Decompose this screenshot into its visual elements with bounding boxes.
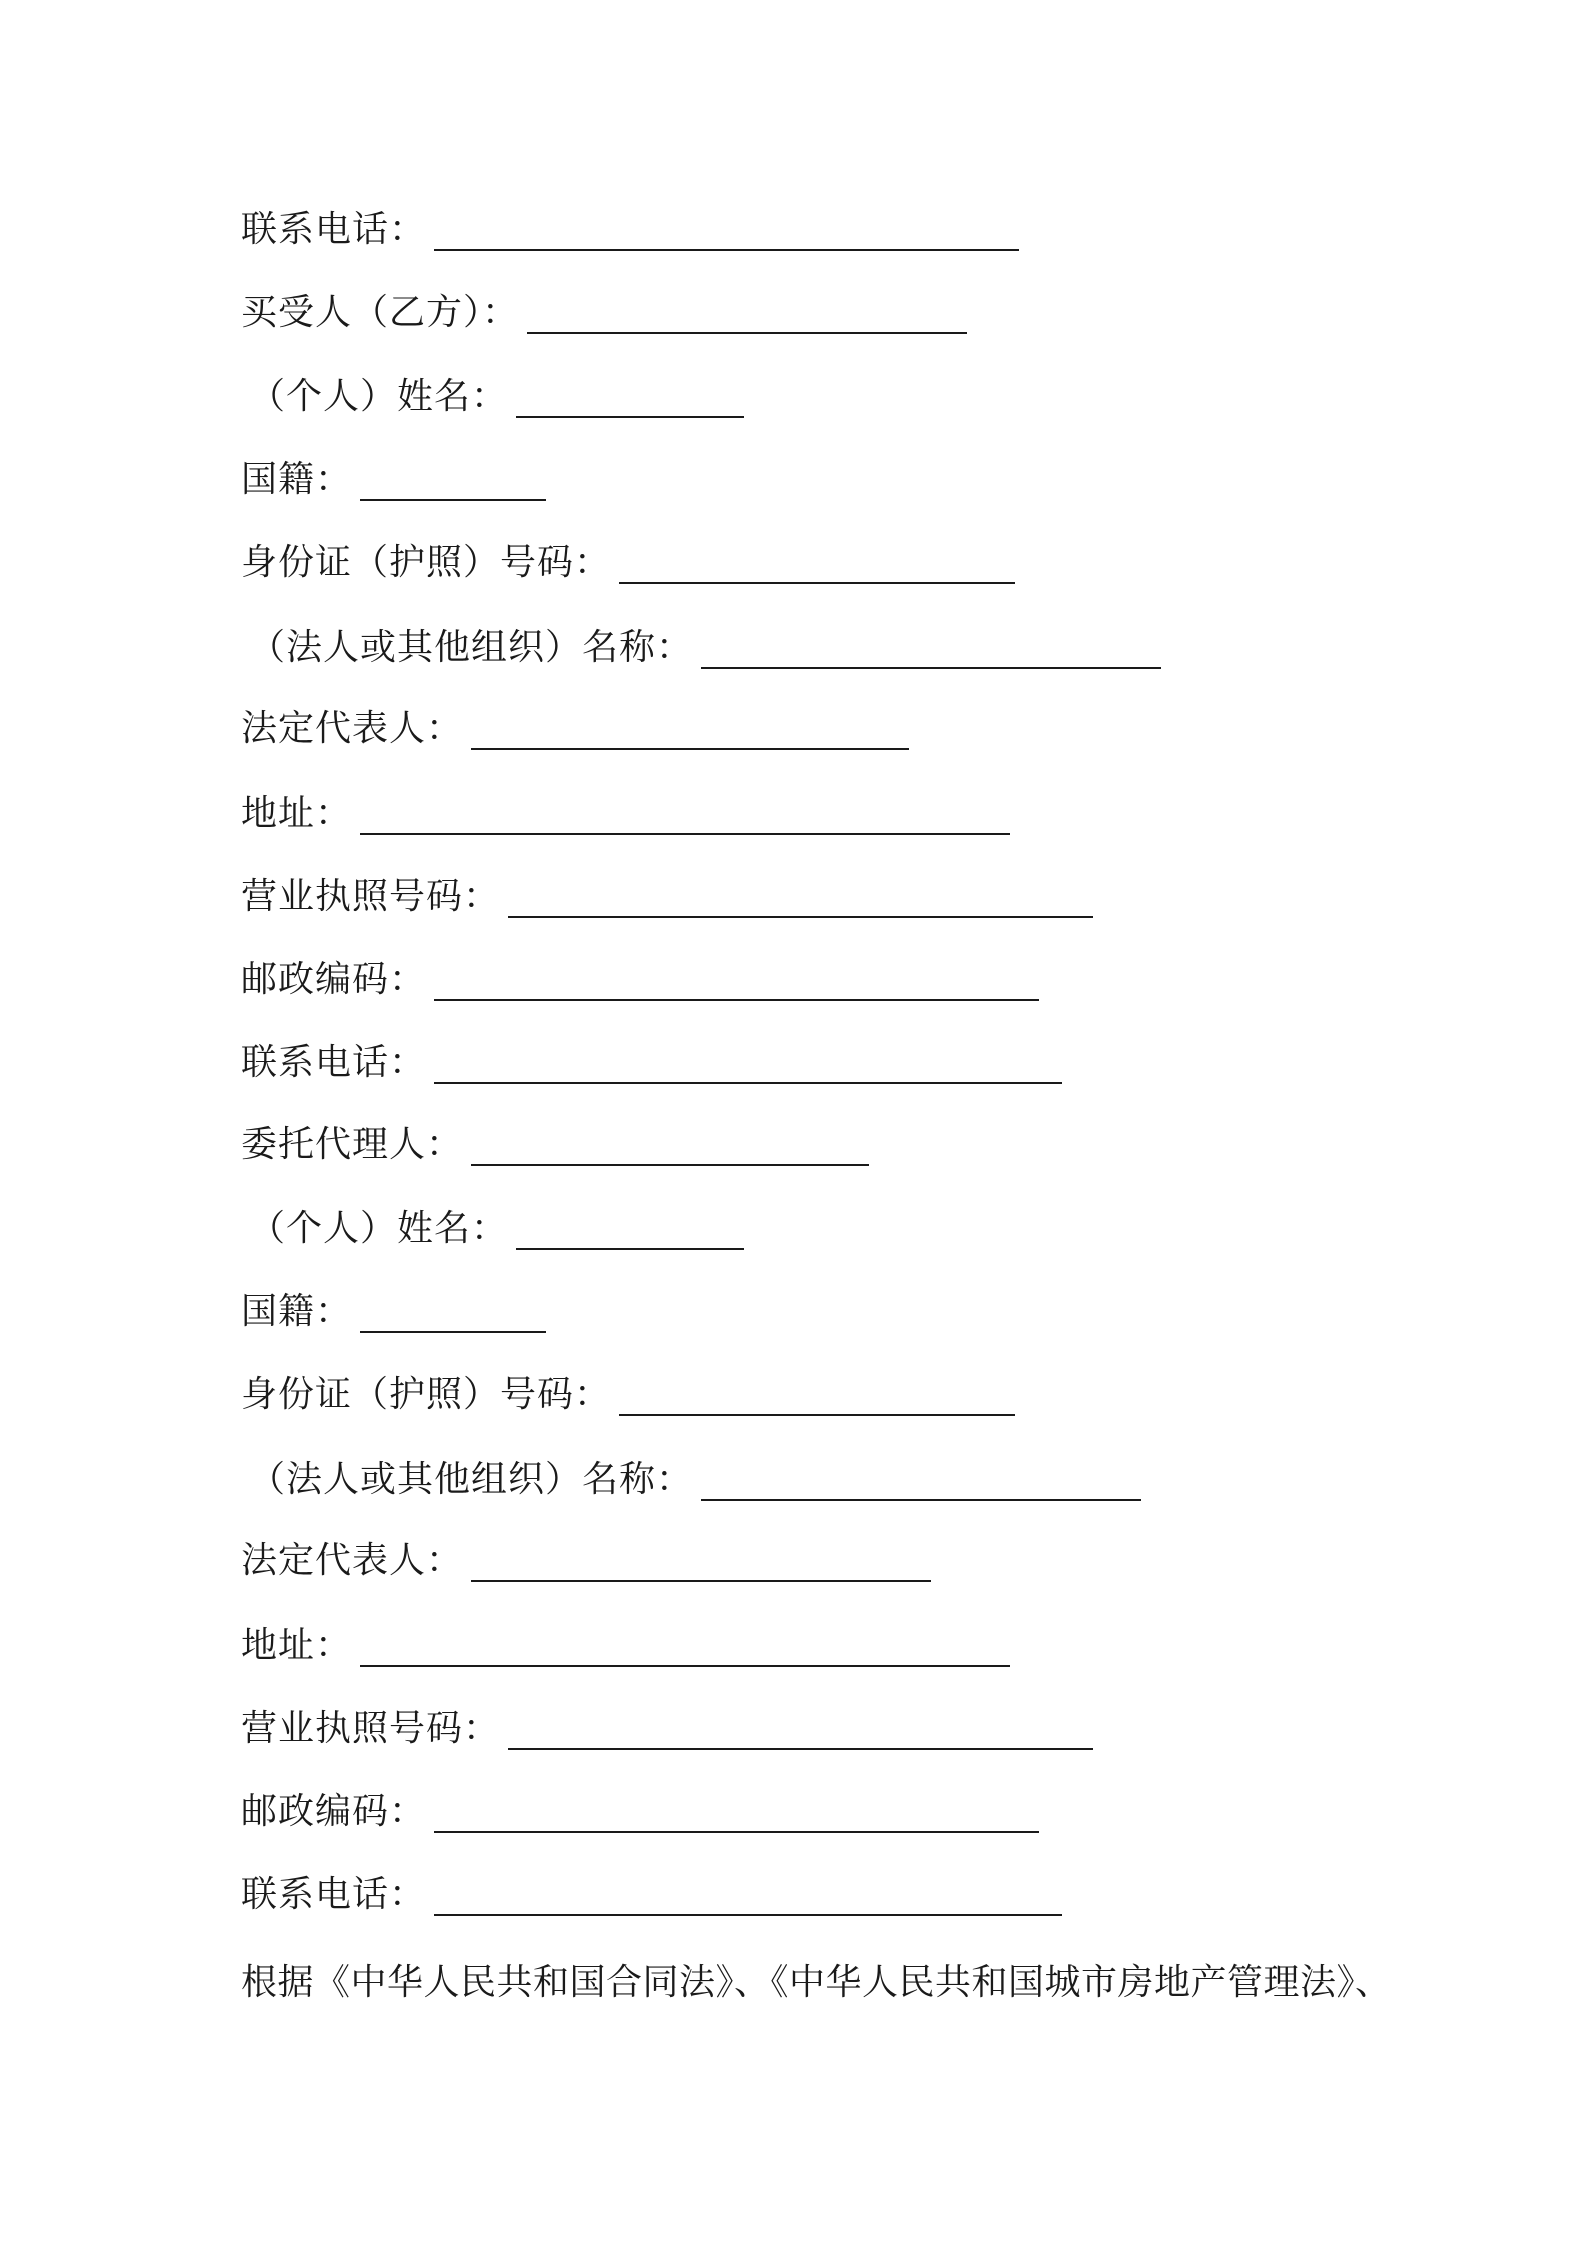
address-blank[interactable] [360,797,1010,835]
license-blank[interactable] [508,1712,1093,1750]
field-label: 国籍： [241,1291,353,1332]
nationality-blank[interactable] [360,463,546,501]
field-label: 邮政编码： [241,1791,427,1832]
org-name-blank[interactable] [701,631,1161,669]
field-label: 身份证（护照）号码： [241,1374,612,1415]
nationality-blank[interactable] [360,1295,546,1333]
field-label: 营业执照号码： [241,1708,501,1749]
field-label: 联系电话： [241,1042,427,1083]
field-label: 买受人（乙方）： [241,292,520,333]
field-label: 联系电话： [241,1874,427,1915]
party-b-legal-rep-row [241,704,909,754]
party-b-nationality-row [241,455,546,505]
agent-phone-row [241,1870,1062,1920]
agent-heading-row [241,1120,869,1170]
field-label: 委托代理人： [241,1124,464,1165]
agent-org-row [249,1455,1141,1505]
party-b-address-row [241,789,1010,839]
agent-license-row [241,1704,1093,1754]
phone-blank[interactable] [434,1046,1062,1084]
field-label: 国籍： [241,459,353,500]
agent-blank[interactable] [471,1128,869,1166]
party-a-phone-row [241,205,1019,255]
party-b-id-row [241,538,1015,588]
party-b-name-row [249,372,744,422]
legal-rep-blank[interactable] [471,712,909,750]
field-label: 邮政编码： [241,959,427,1000]
party-b-heading-row [241,288,967,338]
agent-address-row [241,1621,1010,1671]
phone-blank[interactable] [434,213,1019,251]
agent-legal-rep-row [241,1536,931,1586]
legal-rep-blank[interactable] [471,1544,931,1582]
field-label: （个人）姓名： [249,376,509,417]
license-blank[interactable] [508,880,1093,918]
org-name-blank[interactable] [701,1463,1141,1501]
id-blank[interactable] [619,546,1015,584]
field-label: 地址： [241,1625,353,1666]
name-blank[interactable] [516,380,744,418]
buyer-blank[interactable] [527,296,967,334]
field-label: 法定代表人： [241,708,464,749]
field-label: 地址： [241,793,353,834]
postcode-blank[interactable] [434,1795,1039,1833]
field-label: （法人或其他组织）名称： [249,1459,694,1500]
agent-nationality-row [241,1287,546,1337]
name-blank[interactable] [516,1212,744,1250]
field-label: 营业执照号码： [241,876,501,917]
legal-basis-paragraph: 根据《中华人民共和国合同法》、《中华人民共和国城市房地产管理法》、 [241,1962,1392,2003]
field-label: （个人）姓名： [249,1208,509,1249]
agent-id-row [241,1370,1015,1420]
id-blank[interactable] [619,1378,1015,1416]
phone-blank[interactable] [434,1878,1062,1916]
field-label: 身份证（护照）号码： [241,542,612,583]
party-b-postcode-row [241,955,1039,1005]
postcode-blank[interactable] [434,963,1039,1001]
field-label: （法人或其他组织）名称： [249,627,694,668]
party-b-org-row [249,623,1161,673]
party-b-phone-row [241,1038,1062,1088]
agent-name-row [249,1204,744,1254]
address-blank[interactable] [360,1629,1010,1667]
field-label: 联系电话： [241,209,427,250]
party-b-license-row [241,872,1093,922]
agent-postcode-row [241,1787,1039,1837]
field-label: 法定代表人： [241,1540,464,1581]
